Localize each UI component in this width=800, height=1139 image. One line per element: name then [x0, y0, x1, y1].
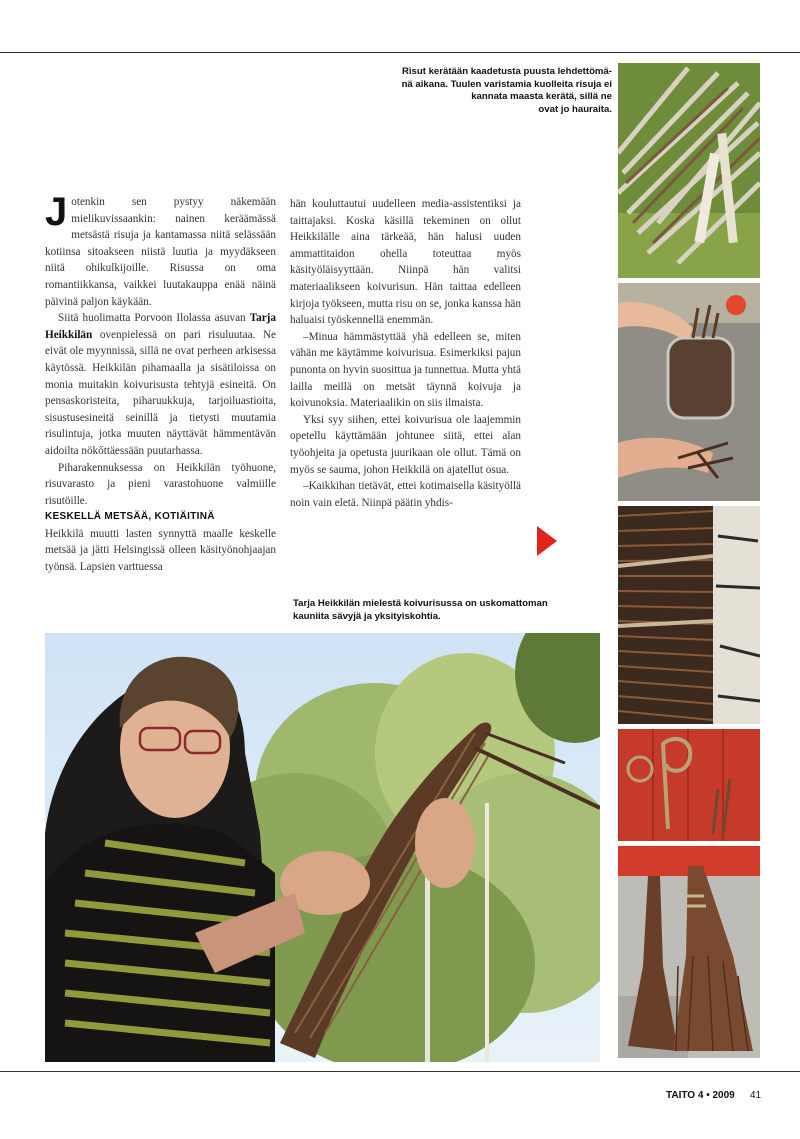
bottom-rule — [0, 1071, 800, 1072]
caption-top: Risut kerätään kaadetusta puusta lehdettömä- nä aikana. Tuulen varistamia kuolleita risuja ei kannata maasta kerätä, sillä ne ovat jo hauraita. — [401, 66, 612, 115]
photo-twig-panel-on-birch — [618, 506, 760, 724]
footer-page-number: 41 — [750, 1090, 762, 1101]
paragraph-6: –Minua hämmästyttää yhä edelleen se, miten vähän me käytämme koivurisua. Esimerkiksi pajun punonta on hyvin suosittua ja tunnettua. Mutta yhtä lailla meillä on metsät täynnä koivuja ja koivunoksia. Materiaalikin on siis ilmaista. — [290, 330, 521, 410]
caption-middle: Tarja Heikkilän mielestä koivurisussa on uskomattoman kauniita sävyjä ja yksityiskohtia. — [293, 598, 548, 622]
paragraph-4: Heikkilä muutti lasten synnyttä maalle keskelle metsää ja jätti Helsingissä olleen käsityönohjaajan työnsä. Lapsien varttuessa — [45, 527, 276, 574]
photo-stacked-birch-branches — [618, 63, 760, 278]
main-photo-woman-with-birch-twig-craft — [45, 633, 600, 1062]
photo-twig-panel-graphic — [618, 506, 760, 724]
main-photo-graphic — [45, 633, 600, 1062]
photo-birch-twig-brooms — [618, 846, 760, 1058]
continue-arrow-icon — [537, 526, 557, 556]
photo-red-wall-graphic — [618, 729, 760, 841]
paragraph-1: Jotenkin sen pystyy näkemään mielikuvissaankin: nainen keräämässä metsästä risuja ja kantamassa niitä selässään kotiinsa sitoakseen niistä luutia ja myydäkseen niitä ohikulkijoille. Risussa on oma romantiikkansa, vaikkei luutakauppa enää näinä päivinä paljon käykään. — [45, 190, 276, 308]
paragraph-3: Piharakennuksessa on Heikkilän työhuone, risuvarasto ja pieni varastohuone valmiille risutöille. — [45, 461, 276, 507]
person-name: Tarja Heikkilän — [45, 312, 276, 341]
text-column-1 — [45, 190, 276, 576]
paragraph-2: Siitä huolimatta Porvoon Ilolassa asuvan Tarja Heikkilän ovenpielessä on pari risuluutaa. Ne eivät ole myynnissä, sillä ne ovat perheen arkisessa käytössä. Heikkilän pihamaalla ja sisätiloissa on monia muitakin koivurisusta tehtyjä esineitä. On pensaskoristeita, piharuukkuja, tarjoiluastioita, sisustusesineitä seinillä ja tietysti muutamia risulintuja, jotka muuten näyttävät hämmentävän aidoilta nökőttäessään puutarhassa. — [45, 312, 276, 457]
text-column-2 — [290, 196, 521, 511]
section-subheading: KESKELLÄ METSÄÄ, KOTIÄITINÄ — [45, 511, 215, 523]
paragraph-5: hän kouluttautui uudelleen media-assistentiksi ja taittajaksi. Koska käsillä tekeminen on ollut Heikkilälle aina tärkeää, hän halusi uuden ammattitaidon ohella toteuttaa myös käsityöläisyyttään. Niinpä hän valitsi materiaalikseen koivurisun. Hän taittaa edelleen kirjoja työkseen, mutta risu on se, jonka kanssa hän haluaisi työskennellä enemmän. — [290, 198, 521, 327]
photo-brooms-graphic — [618, 846, 760, 1058]
paragraph-7: Yksi syy siihen, ettei koivurisua ole laajemmin opetellu käyttämään johtunee siitä, ettei alan työohjeita ja opetusta juurikaan ole ollut. Tämä on myös se sauma, johon Heikkilä on ajatellut osua. — [290, 413, 521, 476]
footer-magazine-info: TAITO 4 • 2009 — [666, 1090, 735, 1101]
top-rule — [0, 52, 800, 53]
photo-twig-letter-on-red-wall — [618, 729, 760, 841]
photo-jar-graphic — [618, 283, 760, 501]
photo-branches-graphic — [618, 63, 760, 278]
drop-cap: J — [45, 190, 68, 234]
photo-jar-with-twig-pieces — [618, 283, 760, 501]
paragraph-8: –Kaikkihan tietävät, ettei kotimaisella käsityöllä noin vain eletä. Niinpä päätin yhdis- — [290, 480, 521, 509]
